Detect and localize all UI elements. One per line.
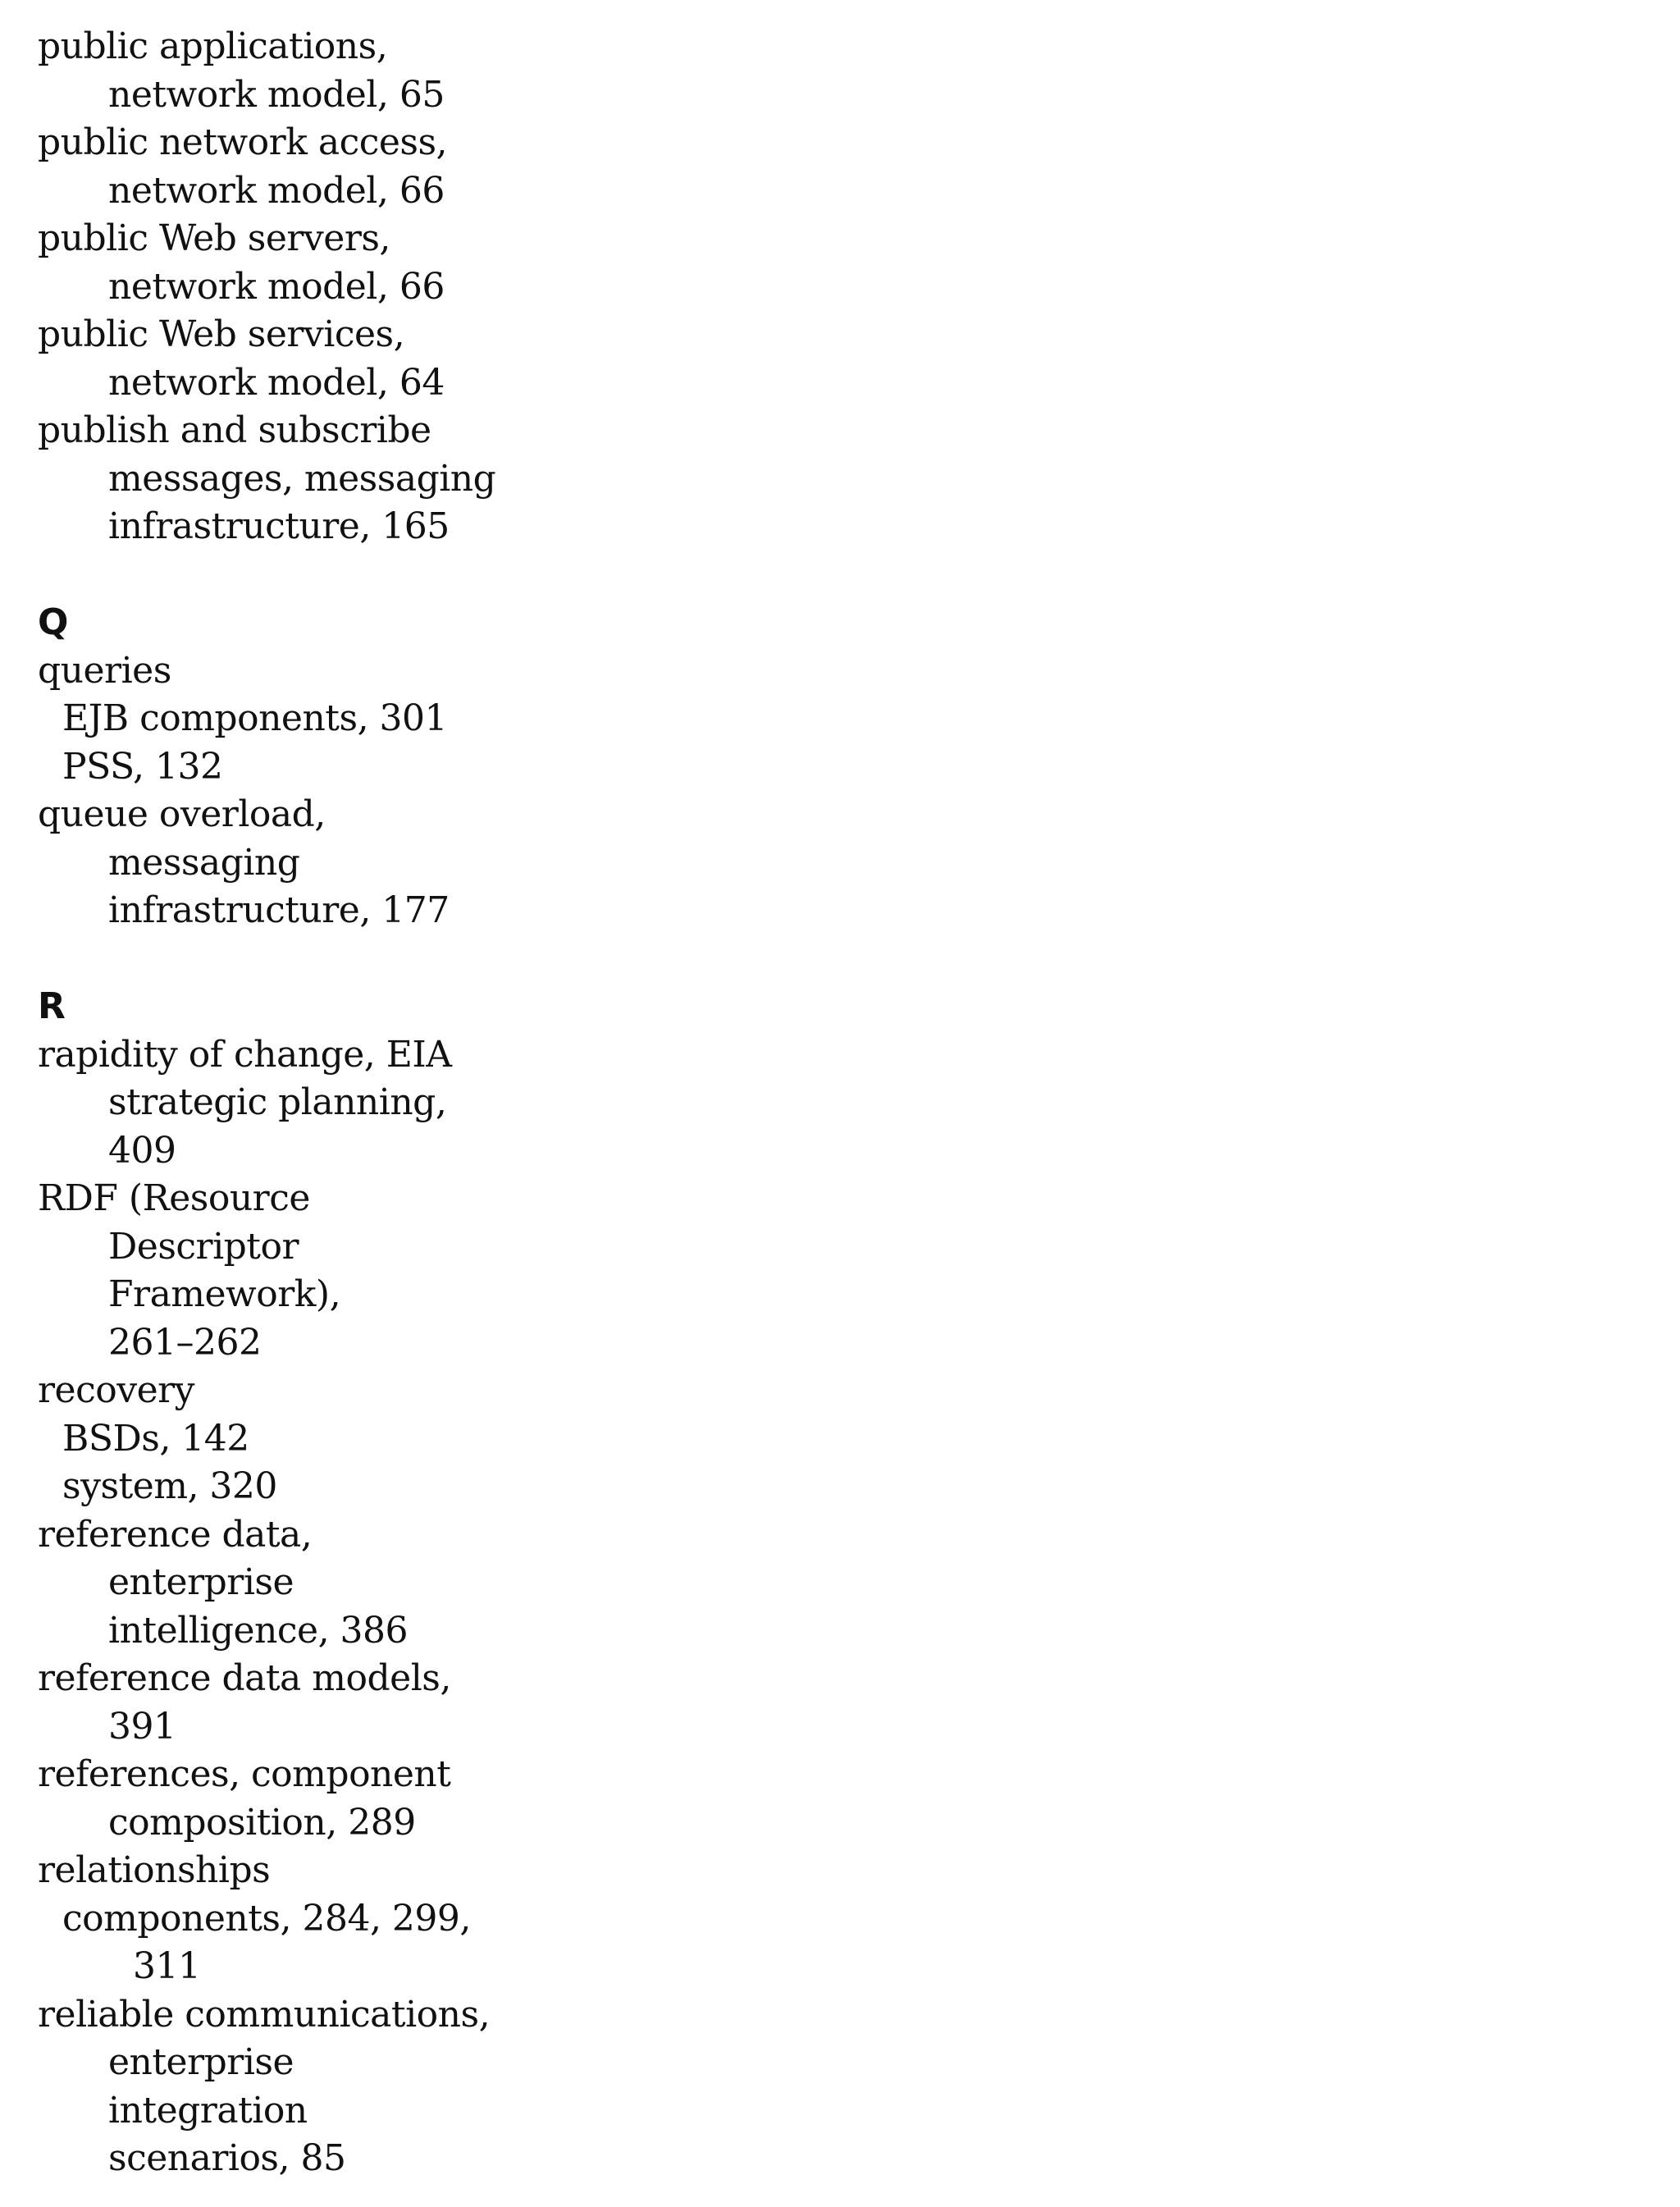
index-entry-line: relationships: [38, 1849, 271, 1891]
index-entry-line: 409: [108, 1129, 176, 1172]
index-entry: [38, 1991, 940, 2183]
index-entry: [38, 1367, 940, 1415]
index-entry-line: messaging: [108, 841, 300, 884]
index-entry-line: 311: [133, 1945, 201, 1987]
index-entry-line: enterprise: [108, 1561, 294, 1603]
index-entry-line: queries: [38, 649, 171, 692]
section-letter-heading: R: [38, 985, 66, 1027]
index-entry-line: public Web services,: [38, 313, 405, 355]
index-entry: [38, 407, 940, 551]
index-entry-line: composition, 289: [108, 1801, 416, 1844]
index-entry-line: recovery: [38, 1369, 194, 1411]
index-entry-line: BSDs, 142: [62, 1417, 249, 1460]
index-entry-line: Framework),: [108, 1273, 341, 1315]
index-entry-line: system, 320: [62, 1465, 277, 1507]
index-entry-line: reliable communications,: [38, 1993, 491, 2036]
index-entry-line: public network access,: [38, 121, 448, 163]
index-entry-line: components, 284, 299,: [62, 1897, 471, 1940]
index-entry-line: strategic planning,: [108, 1081, 447, 1123]
index-subentry: [38, 695, 940, 743]
index-entry-line: infrastructure, 165: [108, 505, 450, 547]
index-entry: [38, 1751, 940, 1847]
index-entry-line: publish and subscribe: [38, 409, 431, 451]
index-entry-line: EJB components, 301: [62, 697, 448, 739]
index-subentry: [38, 743, 940, 792]
index-entry: [38, 311, 940, 407]
index-entry: [38, 1847, 940, 1895]
index-entry-line: network model, 64: [108, 361, 445, 404]
index-entry: [38, 1511, 940, 1656]
index-subentry: [38, 1895, 940, 1991]
index-entry-line: network model, 65: [108, 73, 445, 116]
index-entry-line: references, component: [38, 1753, 451, 1795]
index-entry-line: scenarios, 85: [108, 2137, 346, 2179]
index-entry-line: RDF (Resource: [38, 1177, 310, 1219]
index-entry-line: public applications,: [38, 25, 388, 67]
index-entry-line: public Web servers,: [38, 217, 390, 259]
index-section-r: [38, 983, 940, 2183]
index-entry-line: messages, messaging: [108, 457, 496, 500]
section-letter-heading: Q: [38, 601, 68, 643]
index-section-p: [38, 23, 940, 551]
index-entry-line: enterprise: [108, 2041, 294, 2083]
index-entry-line: 261–262: [108, 1321, 262, 1364]
index-entry: [38, 791, 940, 935]
index-entry: [38, 1655, 940, 1751]
index-page: [38, 23, 940, 2183]
index-entry: [38, 23, 940, 119]
index-subentry: [38, 1463, 940, 1511]
index-section-q: [38, 599, 940, 935]
index-entry-line: PSS, 132: [62, 745, 223, 788]
index-entry-line: intelligence, 386: [108, 1609, 409, 1652]
index-entry-line: rapidity of change, EIA: [38, 1033, 452, 1076]
index-entry-line: integration: [108, 2089, 308, 2132]
index-entry-line: infrastructure, 177: [108, 889, 450, 931]
index-entry-line: reference data,: [38, 1513, 313, 1556]
index-entry: [38, 1175, 940, 1367]
index-entry-line: Descriptor: [108, 1225, 299, 1268]
index-subentry: [38, 1415, 940, 1464]
index-entry: [38, 647, 940, 696]
index-entry-line: network model, 66: [108, 265, 445, 308]
index-entry: [38, 215, 940, 311]
index-entry-line: reference data models,: [38, 1657, 451, 1699]
index-entry-line: network model, 66: [108, 169, 445, 212]
index-entry-line: queue overload,: [38, 793, 326, 835]
index-entry: [38, 119, 940, 215]
index-entry: [38, 1031, 940, 1176]
index-entry-line: 391: [108, 1705, 176, 1748]
